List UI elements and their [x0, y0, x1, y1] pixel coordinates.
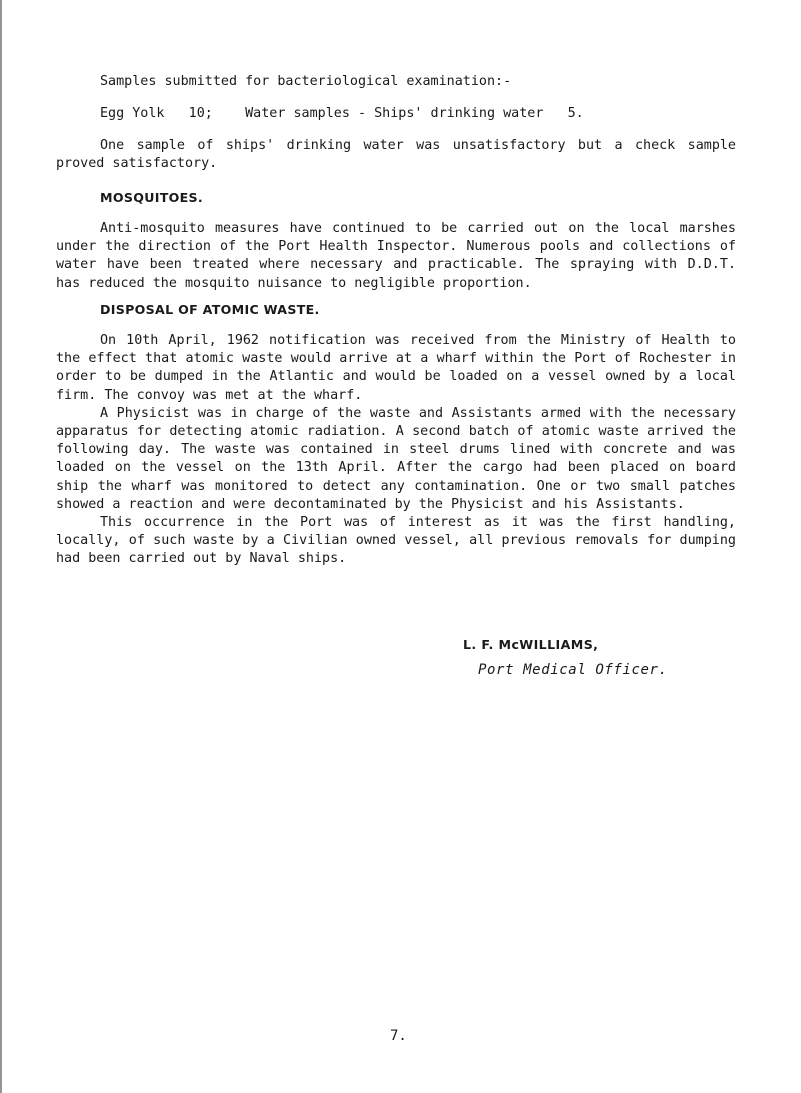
atomic-waste-body: [56, 332, 736, 569]
mosquitoes-paragraph: Anti-mosquito measures have continued to be carried out on the local marshes under the direction of the Port Health Inspector. Numerous pools and collections of water have been treated where necessary and practicable. The spraying with D.D.T. has reduced the mosquito nuisance to negligible proportion.: [56, 221, 736, 291]
page-edge-rule: [0, 0, 2, 1093]
atomic-paragraph-3: This occurrence in the Port was of interest as it was the first handling, locally, of such waste by a Civilian owned vessel, all previous removals for dumping had been carried out by Naval ships.: [56, 515, 736, 567]
signature-title: Port Medical Officer.: [478, 662, 668, 678]
atomic-paragraph-1: On 10th April, 1962 notification was received from the Ministry of Health to the effect that atomic waste would arrive at a wharf within the Port of Rochester in order to be dumped in the Atlantic and would be loaded on a vessel owned by a local firm. The convoy was met at the wharf.: [56, 333, 736, 403]
page-number: 7.: [390, 1028, 407, 1044]
atomic-waste-heading: DISPOSAL OF ATOMIC WASTE.: [100, 302, 320, 317]
samples-note: One sample of ships' drinking water was unsatisfactory but a check sample proved satisfactory.: [56, 138, 736, 172]
samples-counts: Egg Yolk 10; Water samples - Ships' drinking water 5.: [100, 106, 584, 121]
samples-intro: Samples submitted for bacteriological examination:-: [100, 74, 512, 89]
atomic-paragraph-2: A Physicist was in charge of the waste and Assistants armed with the necessary apparatus for detecting atomic radiation. A second batch of atomic waste arrived the following day. The waste was contained in steel drums lined with concrete and was loaded on the vessel on the 13th April. After the cargo had been placed on board ship the wharf was monitored to detect any contamination. One or two small patches showed a reaction and were decontaminated by the Physicist and his Assistants.: [56, 405, 736, 512]
mosquitoes-heading: MOSQUITOES.: [100, 190, 203, 205]
signature-name: L. F. McWILLIAMS,: [463, 637, 599, 652]
